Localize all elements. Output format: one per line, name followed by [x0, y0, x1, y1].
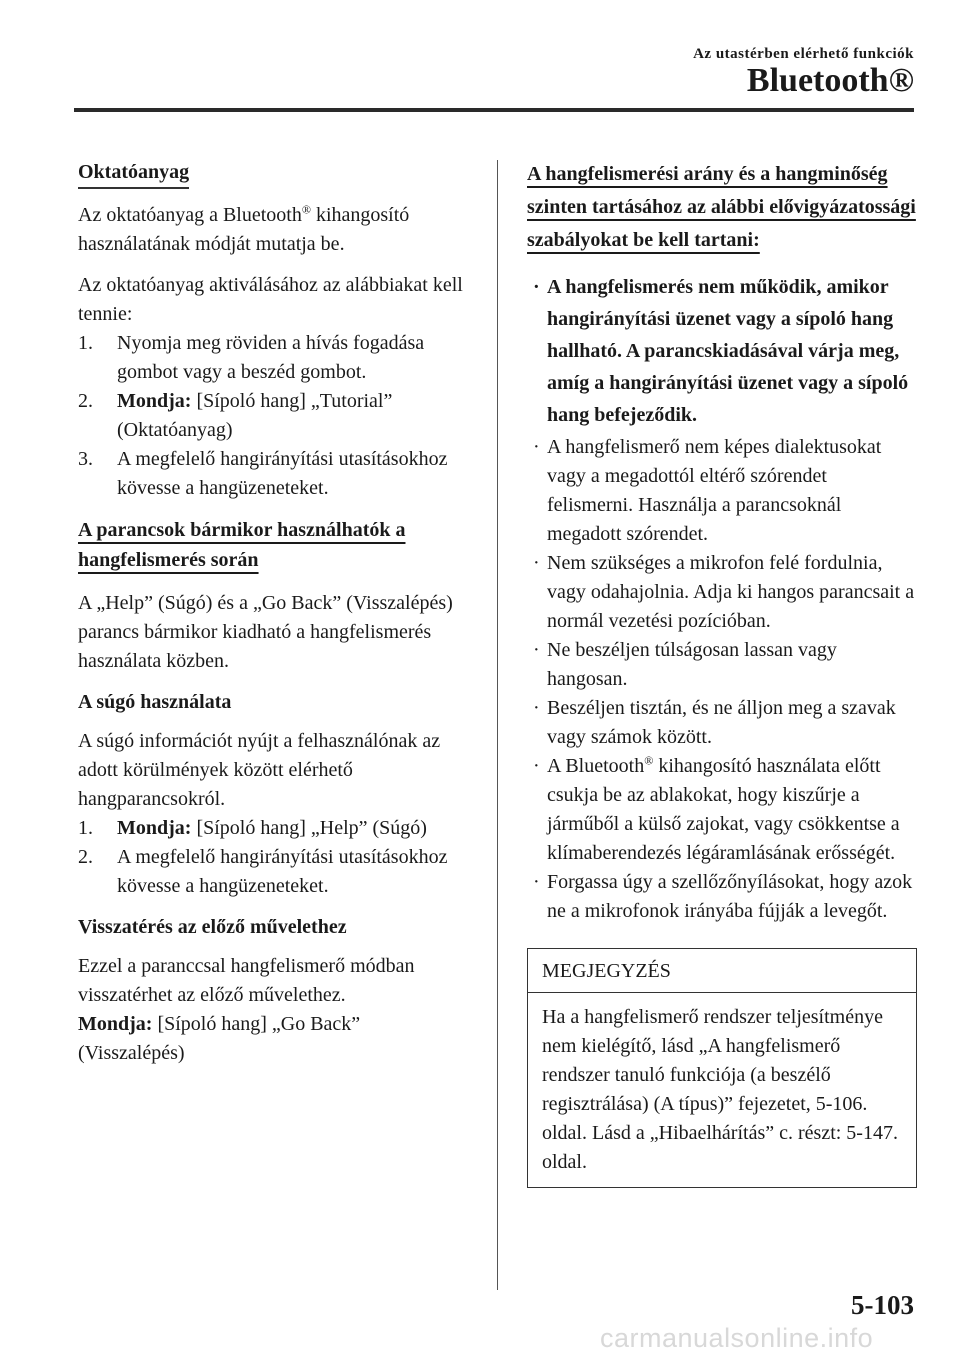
tutorial-intro-b: kihangosító használatának módját mutatja be. [78, 204, 410, 255]
tutorial-intro [78, 201, 470, 259]
bullet-dot: · [533, 552, 540, 574]
step-text: [Sípoló hang] „Help” (Súgó) [191, 817, 427, 839]
watermark: carmanualsonline.info [600, 1323, 874, 1353]
precaution-item [527, 694, 917, 752]
say-label: Mondja: [78, 1013, 153, 1035]
precautions-list [527, 271, 917, 926]
precaution-text-b: kihangosító használata előtt csukja be az ablakokat, hogy kiszűrje a járműből a külső zajokat, vagy csökkentse a klímaberendezés légáramlásának erősségét. [547, 755, 900, 864]
step-text: A megfelelő hangirányítási utasításokhoz kövesse a hangüzeneteket. [117, 846, 448, 897]
bullet-dot: · [533, 436, 540, 458]
tutorial-intro-reg: ® [301, 202, 311, 217]
column-divider [497, 160, 498, 1290]
commands-text: A „Help” (Súgó) és a „Go Back” (Visszalépés) parancs bármikor kiadható a hangfelismerés használata közben. [78, 592, 453, 672]
help-text: A súgó információt nyújt a felhasználónak az adott körülmények között elérhető hangparancsokról. [78, 730, 441, 810]
step-text: [Sípoló hang] „Tutorial” (Oktatóanyag) [117, 390, 393, 441]
go-back-say [78, 1010, 470, 1068]
tutorial-step-2 [78, 387, 470, 445]
precaution-text: A hangfelismerő nem képes dialektusokat vagy a megadottól eltérő szórendet felismerni. Használja a parancsoknál megadott szórendet. [547, 436, 882, 545]
step-number: 1. [78, 332, 93, 354]
bullet-dot: · [533, 639, 540, 661]
say-text: [Sípoló hang] „Go Back” (Visszalépés) [78, 1013, 361, 1064]
precaution-text: A hangfelismerés nem működik, amikor hangirányítási üzenet vagy a sípoló hang hallható. A parancskiadásával várja meg, amíg a hangirányítási üzenet vagy a sípoló hang befejeződik. [547, 276, 909, 426]
step-number: 2. [78, 390, 93, 412]
precaution-text: Nem szükséges a mikrofon felé fordulnia, vagy odahajolnia. Adja ki hangos parancsait a normál vezetési pozícióban. [547, 552, 915, 632]
section-title-tutorial: Oktatóanyag [78, 158, 189, 189]
header-rule [74, 108, 914, 112]
left-column [78, 158, 470, 1068]
tutorial-activate-text: Az oktatóanyag aktiválásához az alábbiakat kell tennie: [78, 274, 463, 325]
tutorial-step-3 [78, 445, 470, 503]
bullet-dot: · [533, 697, 540, 719]
precaution-item [527, 271, 917, 431]
precaution-text-a: A Bluetooth [547, 755, 645, 777]
bullet-dot: · [533, 871, 540, 893]
step-say-label: Mondja: [117, 817, 192, 839]
step-number: 1. [78, 817, 93, 839]
precaution-reg: ® [644, 753, 654, 768]
right-column [527, 158, 917, 1188]
go-back-text: Ezzel a paranccsal hangfelismerő módban visszatérhet az előző művelethez. [78, 955, 415, 1006]
note-body: Ha a hangfelismerő rendszer teljesítménye nem kielégítő, lásd „A hangfelismerő rendszer tanuló funkciója (a beszélő regisztrálása) (A típus)” fejezetet, 5-106. oldal. Lásd a „Hibaelhárítás” c. részt: 5-147. oldal. [542, 1006, 898, 1173]
note-box [527, 948, 917, 1188]
section-title-go-back: Visszatérés az előző művelethez [78, 916, 347, 938]
precaution-text: Beszéljen tisztán, és ne álljon meg a szavak vagy számok között. [547, 697, 896, 748]
help-steps [78, 814, 470, 901]
precaution-text: Forgassa úgy a szellőzőnyílásokat, hogy azok ne a mikrofonok irányába fújják a levegőt. [547, 871, 913, 922]
precaution-item [527, 433, 917, 549]
page-header-title [747, 62, 914, 100]
page-number: 5-103 [851, 1290, 914, 1320]
section-title-help: A súgó használata [78, 691, 232, 713]
header-title-reg: ® [888, 62, 914, 99]
step-number: 2. [78, 846, 93, 868]
precaution-item [527, 868, 917, 926]
tutorial-steps [78, 329, 470, 503]
page-header-section: Az utastérben elérhető funkciók [693, 46, 914, 62]
step-text: A megfelelő hangirányítási utasításokhoz kövesse a hangüzeneteket. [117, 448, 448, 499]
section-title-commands: A parancsok bármikor használhatók a hangfelismerés során [78, 519, 406, 571]
help-step-2 [78, 843, 470, 901]
bullet-dot: · [533, 755, 540, 777]
help-step-1 [78, 814, 470, 843]
header-title-text: Bluetooth [746, 62, 889, 99]
precautions-title: A hangfelismerési arány és a hangminőség szinten tartásához az alábbi elővigyázatossági szabályokat be kell tartani: [527, 163, 916, 251]
precaution-item [527, 636, 917, 694]
bullet-dot: · [533, 276, 540, 298]
precaution-text: Ne beszéljen túlságosan lassan vagy hangosan. [547, 639, 837, 690]
tutorial-step-1 [78, 329, 470, 387]
step-number: 3. [78, 448, 93, 470]
precaution-item [527, 549, 917, 636]
tutorial-intro-a: Az oktatóanyag a Bluetooth [78, 204, 302, 226]
step-say-label: Mondja: [117, 390, 192, 412]
note-title: MEGJEGYZÉS [528, 949, 916, 993]
step-text: Nyomja meg röviden a hívás fogadása gombot vagy a beszéd gombot. [117, 332, 425, 383]
precaution-item [527, 752, 917, 868]
